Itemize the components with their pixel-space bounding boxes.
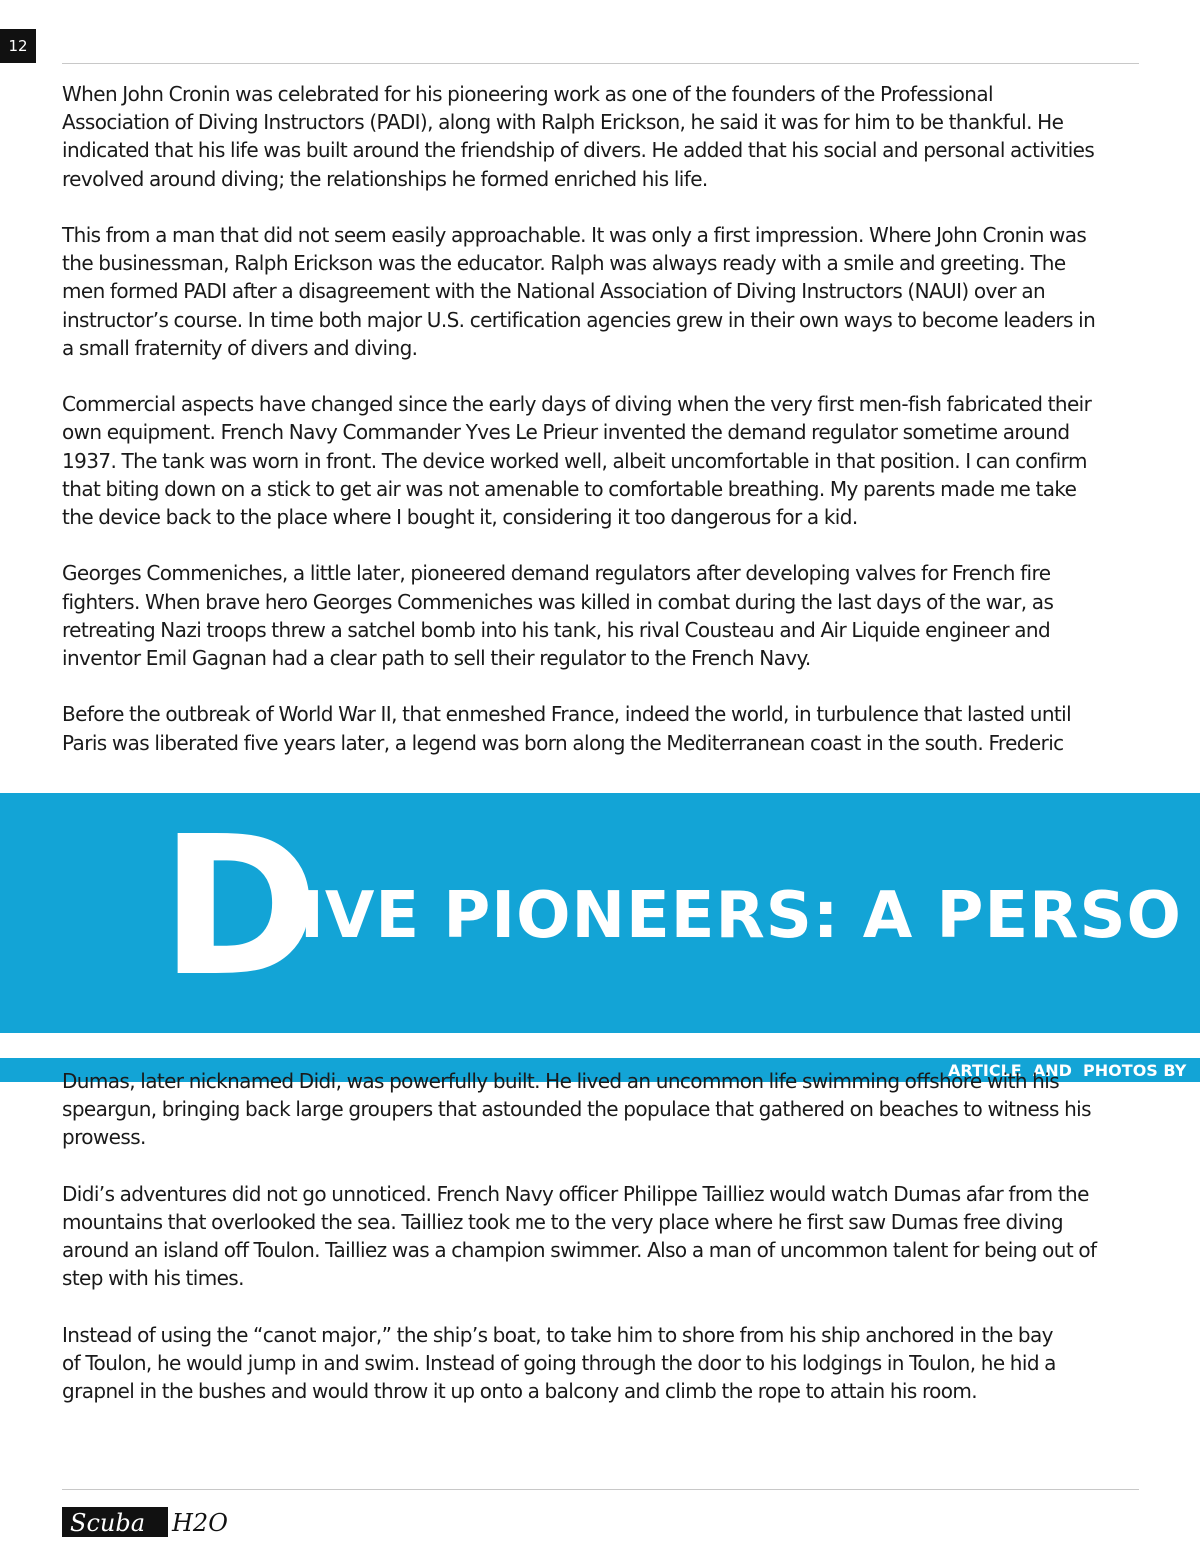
paragraph: Instead of using the “canot major,” the ship’s boat, to take him to shore from his ship anchored in the bay of Toulon, he would jump in and swim. Instead of going through the door to his lodgings in Toulon, he hid a grapnel in the bushes and would throw it up onto a balcony and climb the rope to attain his room.: [62, 1322, 1056, 1404]
footer-rule: [62, 1489, 1139, 1490]
article-title: IVE PIONEERS: A PERSO: [300, 879, 1182, 953]
logo-graphic: [62, 1503, 232, 1539]
title-banner: [0, 793, 1200, 1033]
paragraph: Dumas, later nicknamed Didi, was powerfully built. He lived an uncommon life swimming offshore with his speargun, bringing back large groupers that astounded the populace that gathered on beaches to witness his prowess.: [62, 1069, 1091, 1150]
paragraph: Commercial aspects have changed since the early days of diving when the very first men-fish fabricated their own equipment. French Navy Commander Yves Le Prieur invented the demand regulator sometime around 1937. The tank was worn in front. The device worked well, albeit uncomfortable in that position. I can confirm that biting down on a stick to get air was not amenable to comfortable breathing. My parents made me take the device back to the place where I bought it, considering it too dangerous for a kid.: [62, 392, 1092, 530]
header-rule: [62, 63, 1139, 64]
paragraph: Didi’s adventures did not go unnoticed. French Navy officer Philippe Tailliez would watch Dumas afar from the mountains that overlooked the sea. Tailliez took me to the very place where he first saw Dumas free diving around an island off Toulon. Tailliez was a champion swimmer. Also a man of uncommon talent for being out of step with his times.: [62, 1181, 1097, 1291]
paragraph: This from a man that did not seem easily approachable. It was only a first impression. Where John Cronin was the businessman, Ralph Erickson was the educator. Ralph was always ready with a smile and greeting. The men formed PADI after a disagreement with the National Association of Diving Instructors (NAUI) over an instructor’s course. In time both major U.S. certification agencies grew in their own ways to become leaders in a small fraternity of divers and diving.: [62, 223, 1096, 360]
article-body-bottom: [62, 1067, 1142, 1434]
article-body-top: [62, 80, 1142, 785]
svg-text:H2O: H2O: [172, 1509, 228, 1537]
page-number: 12: [0, 29, 36, 63]
svg-text:Scuba: Scuba: [70, 1509, 146, 1537]
title-drop-cap: D: [160, 796, 320, 1019]
scuba-h2o-logo: [62, 1503, 232, 1539]
paragraph: When John Cronin was celebrated for his pioneering work as one of the founders of the Professional Association of Diving Instructors (PADI), along with Ralph Erickson, he said it was for him to be thankful. He indicated that his life was built around the friendship of divers. He added that his social and personal activities revolved around diving; the relationships he formed enriched his life.: [62, 82, 1095, 191]
paragraph: Before the outbreak of World War II, that enmeshed France, indeed the world, in turbulence that lasted until Paris was liberated five years later, a legend was born along the Mediterranean coast in the south. Frederic: [62, 702, 1072, 755]
paragraph: Georges Commeniches, a little later, pioneered demand regulators after developing valves for French fire fighters. When brave hero Georges Commeniches was killed in combat during the last days of the war, as retreating Nazi troops threw a satchel bomb into his tank, his rival Cousteau and Air Liquide engineer and inventor Emil Gagnan had a clear path to sell their regulator to the French Navy.: [62, 561, 1054, 671]
byline: ARTICLE AND PHOTOS BY: [948, 1061, 1187, 1080]
